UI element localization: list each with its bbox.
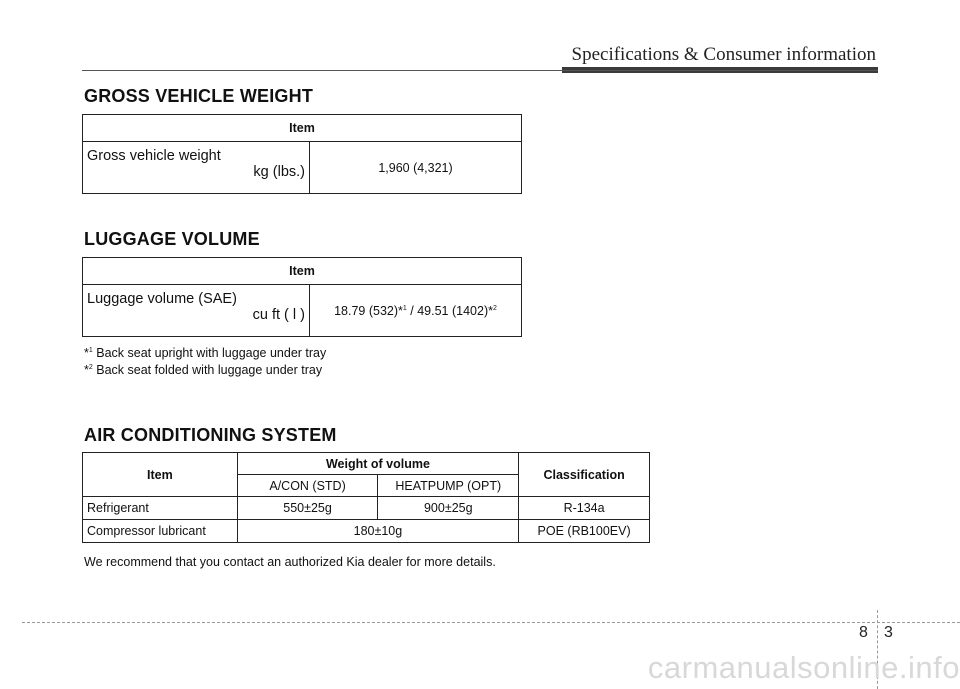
ac-head-class: Classification xyxy=(519,453,650,497)
ac-row-class: POE (RB100EV) xyxy=(519,520,650,543)
table-row xyxy=(83,497,650,520)
note1-mark: * xyxy=(84,346,89,360)
ac-head-weight: Weight of volume xyxy=(237,453,518,475)
page-number: 3 xyxy=(884,624,893,641)
luggage-table xyxy=(82,257,522,337)
gvw-label-cell xyxy=(83,142,310,194)
gvw-label: Gross vehicle weight xyxy=(87,148,221,164)
gvw-col-header: Item xyxy=(83,115,522,142)
ac-row-item: Compressor lubricant xyxy=(83,520,238,543)
note2-mark: * xyxy=(84,363,89,377)
ac-head-item: Item xyxy=(83,453,238,497)
ac-sub-std: A/CON (STD) xyxy=(237,475,378,497)
luggage-unit: cu ft ( l ) xyxy=(252,307,305,323)
luggage-value-sup1: 1 xyxy=(402,304,407,312)
recommend-text: We recommend that you contact an authorized Kia dealer for more details. xyxy=(84,555,496,569)
ac-row-class: R-134a xyxy=(519,497,650,520)
luggage-note-2 xyxy=(84,363,322,377)
page-chapter: 8 xyxy=(859,624,868,641)
luggage-value-seat-folded: / 49.51 (1402)* xyxy=(406,303,493,318)
ac-row-both: 180±10g xyxy=(237,520,518,543)
watermark: carmanualsonline.info xyxy=(647,650,960,685)
footer-rule xyxy=(22,622,960,623)
note1-sup: 1 xyxy=(88,346,93,354)
gvw-unit: kg (lbs.) xyxy=(253,164,305,180)
ac-row-item: Refrigerant xyxy=(83,497,238,520)
luggage-value xyxy=(310,285,522,337)
luggage-heading: LUGGAGE VOLUME xyxy=(84,229,260,249)
gvw-table xyxy=(82,114,522,194)
note2-text: Back seat folded with luggage under tray xyxy=(92,363,323,377)
header-rule xyxy=(82,70,878,71)
ac-row-std: 550±25g xyxy=(237,497,378,520)
luggage-value-seat-up: 18.79 (532)* xyxy=(334,303,403,318)
luggage-col-header: Item xyxy=(83,258,522,285)
gvw-heading: GROSS VEHICLE WEIGHT xyxy=(84,86,314,106)
ac-row-opt: 900±25g xyxy=(378,497,519,520)
luggage-note-1 xyxy=(84,346,326,360)
ac-sub-opt: HEATPUMP (OPT) xyxy=(378,475,519,497)
luggage-label-cell xyxy=(83,285,310,337)
table-row xyxy=(83,520,650,543)
gvw-value: 1,960 (4,321) xyxy=(310,142,522,194)
note2-sup: 2 xyxy=(88,363,93,371)
luggage-value-sup2: 2 xyxy=(492,304,497,312)
ac-table xyxy=(82,452,650,543)
section-title: Specifications & Consumer information xyxy=(571,44,876,65)
note1-text: Back seat upright with luggage under tray xyxy=(92,346,327,360)
ac-heading: AIR CONDITIONING SYSTEM xyxy=(84,425,337,445)
luggage-label: Luggage volume (SAE) xyxy=(87,291,237,307)
